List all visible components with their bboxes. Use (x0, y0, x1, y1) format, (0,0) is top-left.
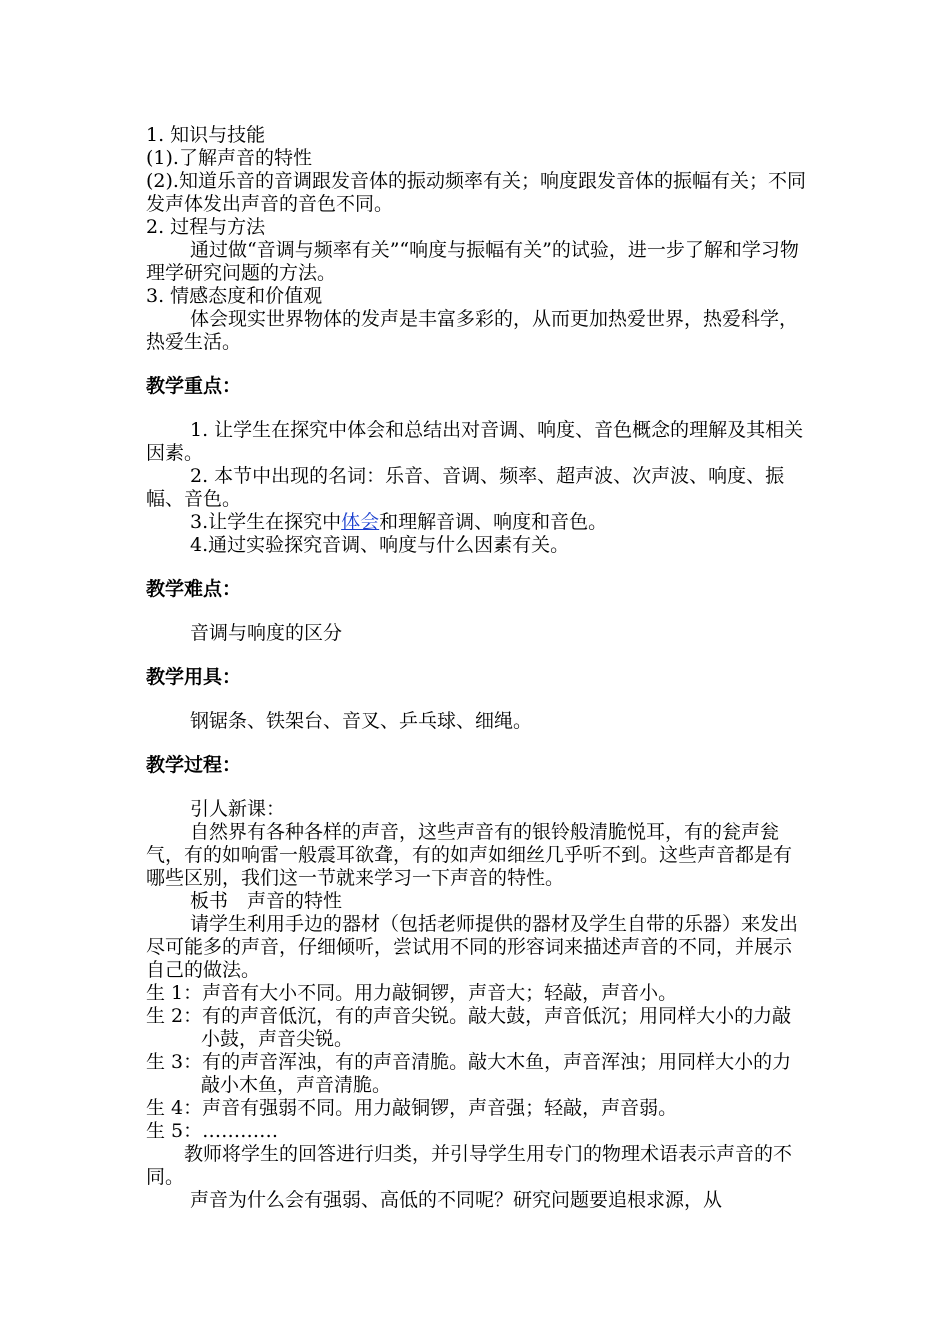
student-answer-5: 生 5：………… (146, 1120, 279, 1142)
objective-2a: 通过做“音调与频率有关”“响度与振幅有关”的试验，进一步了解和学习物理学研究问题的方法。 (146, 239, 799, 284)
intro-label: 引人新课： (190, 798, 286, 820)
teacher-prompt: 请学生利用手边的器材（包括老师提供的器材及学生自带的乐器）来发出尽可能多的声音，仔细倾听，尝试用不同的形容词来描述声音的不同，并展示自己的做法。 (146, 913, 799, 981)
difficulty-heading: 教学难点： (146, 578, 242, 600)
difficulty-text: 音调与响度的区分 (190, 622, 343, 644)
tools-text: 钢锯条、铁架台、音叉、乒乓球、细绳。 (190, 710, 533, 732)
focus-item-3-pre: 3.让学生在探究中 (190, 511, 342, 533)
focus-item-1: 1. 让学生在探究中体会和总结出对音调、响度、音色概念的理解及其相关因素。 (146, 419, 804, 464)
intro-text: 自然界有各种各样的声音，这些声音有的银铃般清脆悦耳，有的瓮声瓮气，有的如响雷一般震耳欲聋，有的如声如细丝几乎听不到。这些声音都是有哪些区别，我们这一节就来学习一下声音的特性。 (146, 821, 793, 889)
question-text: 声音为什么会有强弱、高低的不同呢？研究问题要追根求源，从 (190, 1189, 723, 1211)
student-answer-1: 生 1：声音有大小不同。用力敲铜锣，声音大；轻敲，声音小。 (146, 982, 678, 1004)
focus-item-3-link[interactable]: 体会 (341, 511, 380, 533)
focus-heading: 教学重点： (146, 375, 242, 397)
objective-3a: 体会现实世界物体的发声是丰富多彩的，从而更加热爱世界，热爱科学，热爱生活。 (146, 308, 799, 353)
focus-item-3 (146, 511, 810, 534)
student-answer-3: 生 3：有的声音浑浊，有的声音清脆。敲大木鱼，声音浑浊；用同样大小的力敲小木鱼，声音清脆。 (146, 1051, 792, 1096)
student-answer-2: 生 2：有的声音低沉，有的声音尖锐。敲大鼓，声音低沉；用同样大小的力敲小鼓，声音尖锐。 (146, 1005, 792, 1050)
teacher-summary: 教师将学生的回答进行归类，并引导学生用专门的物理术语表示声音的不同。 (146, 1143, 793, 1188)
focus-item-3-post: 和理解音调、响度和音色。 (379, 511, 608, 533)
objective-heading-3: 3. 情感态度和价值观 (146, 285, 323, 307)
tools-heading: 教学用具： (146, 666, 242, 688)
student-answer-4: 生 4：声音有强弱不同。用力敲铜锣，声音强；轻敲，声音弱。 (146, 1097, 678, 1119)
objective-1b: (2).知道乐音的音调跟发音体的振动频率有关；响度跟发音体的振幅有关；不同发声体发出声音的音色不同。 (146, 170, 806, 215)
objective-1a: (1).了解声音的特性 (146, 147, 312, 169)
document-body (146, 124, 810, 1212)
objective-heading-1: 1. 知识与技能 (146, 124, 266, 146)
focus-item-4: 4.通过实验探究音调、响度与什么因素有关。 (190, 534, 570, 556)
focus-item-2: 2. 本节中出现的名词：乐音、音调、频率、超声波、次声波、响度、振幅、音色。 (146, 465, 785, 510)
objective-heading-2: 2. 过程与方法 (146, 216, 266, 238)
board-title: 板书 声音的特性 (190, 890, 343, 912)
process-heading: 教学过程： (146, 754, 242, 776)
